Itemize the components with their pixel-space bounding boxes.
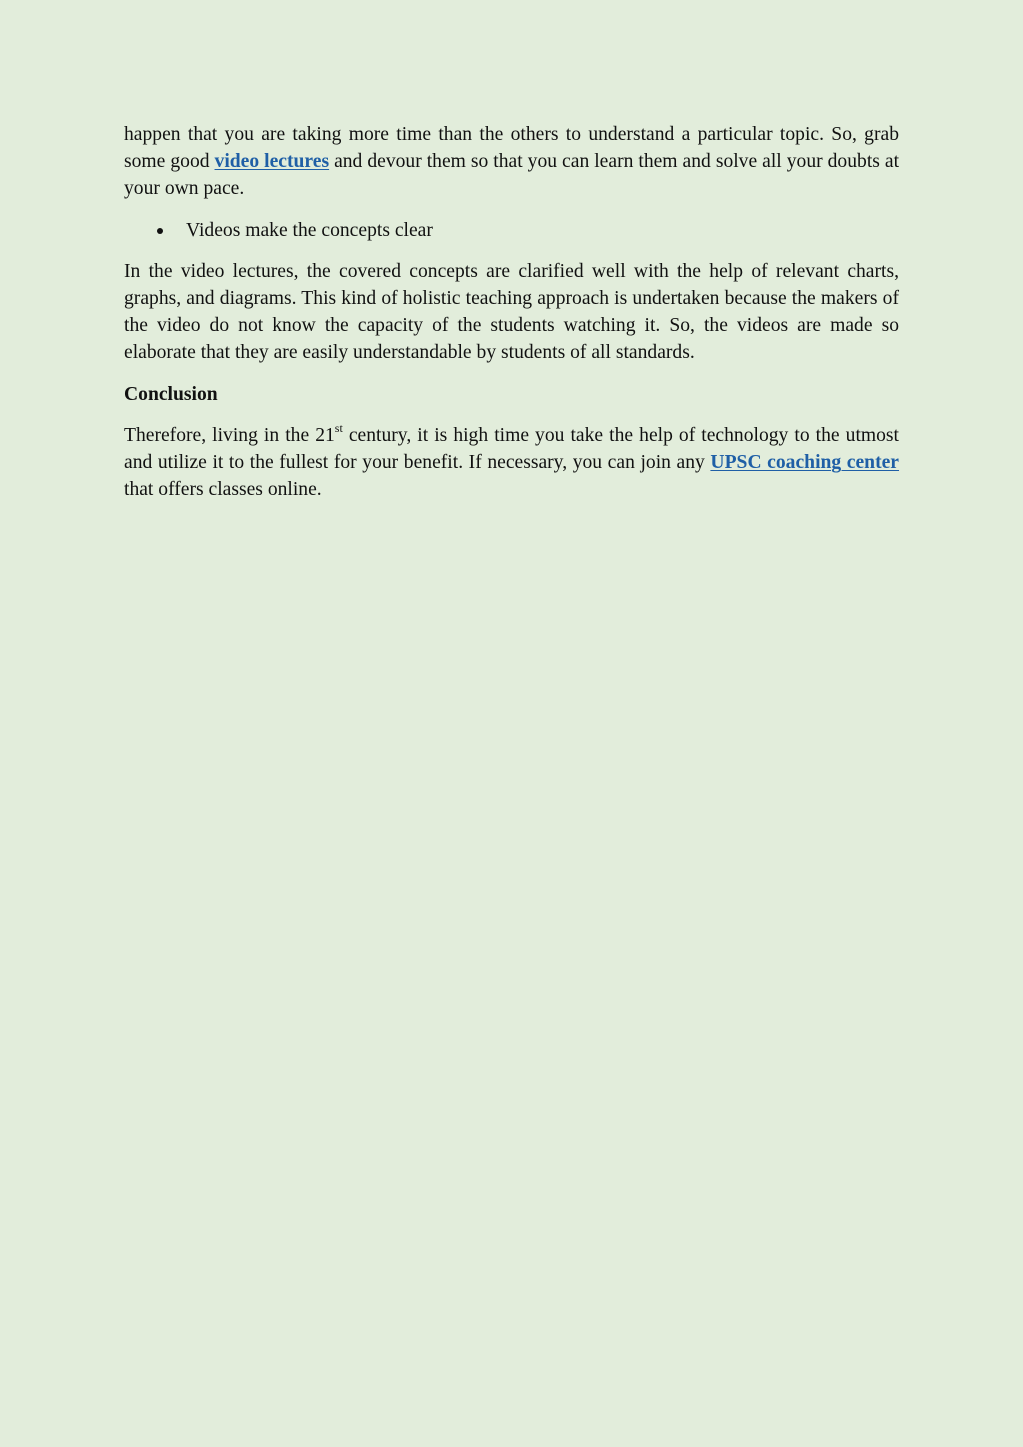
video-lectures-link[interactable]: video lectures (214, 151, 330, 173)
paragraph-text: that offers classes online. (124, 479, 322, 501)
paragraph-holistic-teaching: In the video lectures, the covered concepts are clarified well with the help of relevant charts, graphs, and diagrams. This kind of holistic teaching approach is undertaken because the makers of the video do not know the capacity of the students watching it. So, the videos are made so elaborate that they are easily understandable by students of all standards. (124, 260, 899, 364)
paragraph-text: and devour them so that you can learn them and solve all your doubts at your own pace. (124, 151, 900, 200)
paragraph-text: century, it is high time you take the help of technology to the utmost and utilize it to the fullest for your benefit. If necessary, you can join any (124, 424, 899, 474)
bullet-list (124, 217, 899, 244)
document-body (124, 121, 899, 517)
upsc-coaching-center-link[interactable]: UPSC coaching center (710, 452, 900, 474)
superscript-ordinal: st (334, 420, 343, 435)
list-item (124, 217, 899, 244)
paragraph-conclusion (124, 422, 899, 504)
paragraph-video-lectures (124, 121, 899, 203)
paragraph-text: happen that you are taking more time than the others to understand a particular topic. So, grab some good (124, 124, 899, 173)
paragraph-text: Therefore, living in the 21 (124, 424, 335, 446)
bullet-icon (157, 228, 163, 234)
conclusion-heading: Conclusion (124, 383, 218, 405)
list-item-text: Videos make the concepts clear (186, 219, 433, 241)
